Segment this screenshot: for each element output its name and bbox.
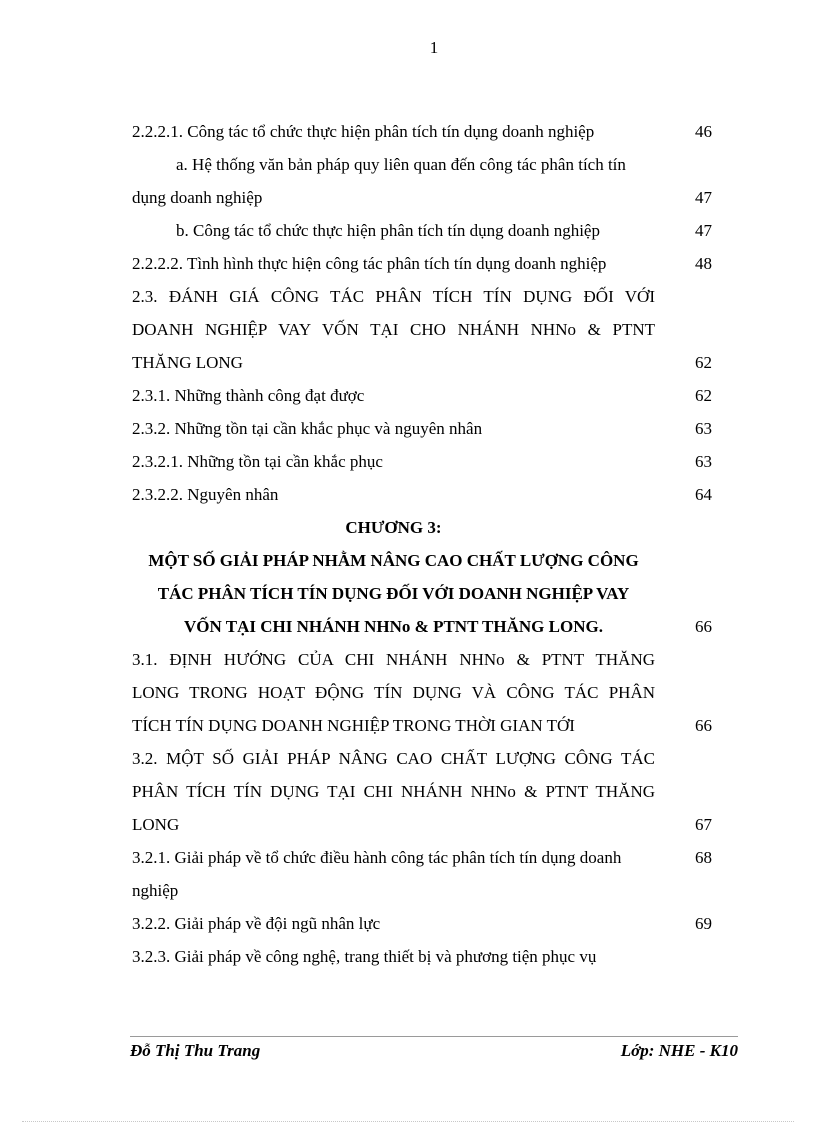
toc-entry	[132, 115, 712, 148]
toc-entry-text: 2.3.2.1. Những tồn tại cần khắc phục	[132, 452, 383, 471]
toc-entry-page: 68	[695, 848, 712, 867]
toc-entry-text: 3.2.1. Giải pháp về tổ chức điều hành công tác phân tích tín dụng doanh	[132, 848, 622, 867]
toc-entry	[132, 247, 712, 280]
toc-entry-text: 2.3. ĐÁNH GIÁ CÔNG TÁC PHÂN TÍCH TÍN DỤNG ĐỐI VỚI	[132, 287, 655, 306]
toc-entry	[132, 808, 712, 841]
chapter-heading	[132, 511, 712, 544]
toc-entry-text: THĂNG LONG	[132, 353, 243, 372]
toc-entry	[132, 478, 712, 511]
footer-author: Đỗ Thị Thu Trang	[130, 1041, 261, 1060]
toc-entry-text: 3.2.2. Giải pháp về đội ngũ nhân lực	[132, 914, 381, 933]
toc-entry-text: VỐN TẠI CHI NHÁNH NHNo & PTNT THĂNG LONG.	[184, 617, 603, 636]
toc-entry-page: 62	[695, 353, 712, 372]
toc-entry-page: 66	[695, 716, 712, 735]
toc-entry-page: 47	[695, 221, 712, 240]
toc-entry	[132, 742, 712, 775]
toc-entry	[132, 940, 712, 973]
toc-entry-text: LONG	[132, 815, 180, 834]
toc-entry	[132, 775, 712, 808]
toc-entry-page: 47	[695, 188, 712, 207]
toc-entry-page: 63	[695, 419, 712, 438]
toc-entry	[132, 181, 712, 214]
toc-entry-text: 3.2.3. Giải pháp về công nghệ, trang thiết bị và phương tiện phục vụ	[132, 947, 597, 966]
toc-entry	[132, 346, 712, 379]
toc-entry-text: LONG TRONG HOẠT ĐỘNG TÍN DỤNG VÀ CÔNG TÁC PHÂN	[132, 683, 655, 702]
toc-entry-page: 46	[695, 122, 712, 141]
toc-entry-page: 67	[695, 815, 712, 834]
toc-entry-page: 63	[695, 452, 712, 471]
toc-entry-text: a. Hệ thống văn bản pháp quy liên quan đến công tác phân tích tín	[176, 155, 626, 174]
toc-entry-page: 69	[695, 914, 712, 933]
toc-entry	[132, 412, 712, 445]
footer-class: Lớp: NHE - K10	[620, 1041, 738, 1060]
toc-entry	[132, 874, 712, 907]
toc-entry	[132, 907, 712, 940]
toc-entry-text: 2.3.1. Những thành công đạt được	[132, 386, 365, 405]
toc-entry-text: MỘT SỐ GIẢI PHÁP NHẰM NÂNG CAO CHẤT LƯỢNG CÔNG	[148, 551, 639, 570]
toc-entry-text: 3.2. MỘT SỐ GIẢI PHÁP NÂNG CAO CHẤT LƯỢNG CÔNG TÁC	[132, 749, 655, 768]
toc-entry-page: 62	[695, 386, 712, 405]
chapter-title	[132, 544, 712, 577]
chapter-title	[132, 577, 712, 610]
chapter-title	[132, 610, 712, 643]
toc-entry-text: CHƯƠNG 3:	[345, 518, 442, 537]
toc-entry	[132, 841, 712, 874]
toc-entry-text: TÁC PHÂN TÍCH TÍN DỤNG ĐỐI VỚI DOANH NGHIỆP VAY	[157, 584, 630, 603]
toc-entry-text: nghiệp	[132, 881, 179, 900]
footer-divider	[130, 1036, 738, 1037]
toc-entry-page: 66	[695, 617, 712, 636]
toc-entry-page: 48	[695, 254, 712, 273]
page-number: 1	[429, 38, 439, 57]
toc-entry	[132, 148, 712, 181]
toc-entry-text: DOANH NGHIỆP VAY VỐN TẠI CHO NHÁNH NHNo & PTNT	[132, 320, 655, 339]
toc-entry-text: dụng doanh nghiệp	[132, 188, 263, 207]
toc-entry-text: b. Công tác tổ chức thực hiện phân tích tín dụng doanh nghiệp	[176, 221, 600, 240]
toc-entry-text: 2.3.2.2. Nguyên nhân	[132, 485, 279, 504]
toc-entry	[132, 643, 712, 676]
toc-entry-page: 64	[695, 485, 712, 504]
toc-entry-text: PHÂN TÍCH TÍN DỤNG TẠI CHI NHÁNH NHNo & PTNT THĂNG	[132, 782, 655, 801]
toc-entry-text: 3.1. ĐỊNH HƯỚNG CỦA CHI NHÁNH NHNo & PTNT THĂNG	[132, 650, 655, 669]
toc-entry	[132, 709, 712, 742]
toc-entry	[132, 379, 712, 412]
toc-entry-text: 2.2.2.2. Tình hình thực hiện công tác phân tích tín dụng doanh nghiệp	[132, 254, 607, 273]
toc-entry-text: 2.2.2.1. Công tác tổ chức thực hiện phân tích tín dụng doanh nghiệp	[132, 122, 595, 141]
toc-entry	[132, 445, 712, 478]
toc-entry-text: 2.3.2. Những tồn tại cần khắc phục và nguyên nhân	[132, 419, 483, 438]
toc-entry	[132, 214, 712, 247]
toc-entry-text: TÍCH TÍN DỤNG DOANH NGHIỆP TRONG THỜI GIAN TỚI	[132, 716, 575, 735]
page-edge-divider	[22, 1121, 794, 1122]
toc-entry	[132, 280, 712, 313]
toc-entry	[132, 676, 712, 709]
toc-entry	[132, 313, 712, 346]
